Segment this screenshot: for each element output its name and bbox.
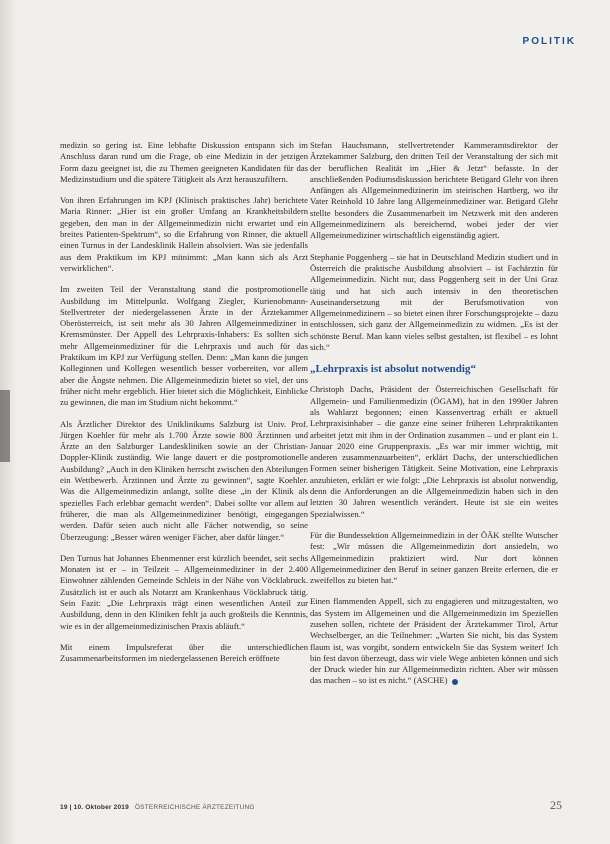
footer-issue-line xyxy=(60,804,255,811)
issue-date: 19 | 10. Oktober 2019 xyxy=(60,804,129,811)
paragraph: Mit einem Impulsreferat über die unterschiedlichen Zusammenarbeitsformen im niedergelassenen Bereich eröffnete xyxy=(60,641,308,664)
section-label: POLITIK xyxy=(522,36,576,47)
paragraph: Den Turnus hat Johannes Ebenmenner erst kürzlich beendet, seit sechs Monaten ist er – in Teilzeit – Allgemeinmediziner in der 2.400 Einwohner zählenden Gemeinde Schleis in der Nähe von Vöcklabruck. Zusätzlich ist er auch als Notarzt am Krankenhaus Vöcklabruck tätig. Sein Fazit: „Die Lehrpraxis trägt einen wesentlichen Anteil zur Ausbildung, denn in den Kliniken fehlt ja auch großteils die Kenntnis, wie es in der allgemeinmedizinischen Praxis abläuft.“ xyxy=(60,552,308,631)
adjacent-page-artifact xyxy=(0,390,10,462)
paragraph: Als Ärztlicher Direktor des Uniklinikums Salzburg ist Univ. Prof. Jürgen Koehler für mehr als 1.700 Ärzte sowie 800 Ärztinnen und Ärzte an den Salzburger Landeskliniken sowie an der Christian-Doppler-Klinik zuständig. Wie lange dauert er die postpromotionelle Ausbildung? „Auch in den Kliniken herrscht zwischen den Abteilungen ein Wettbewerb. Ärztinnen und Ärzte zu gewinnen“, sagte Koehler. Was die Allgemeinmedizin anlangt, sollte diese „in der Klinik als spezielles Fach erlebbar gemacht werden“. Dabei sollte vor allem auf früherer, die man als Allgemeinmediziner benötigt, eingegangen werden. Dafür seien auch nicht alle Fächer notwendig, so seine Überzeugung: „Besser wären weniger Fächer, aber dafür länger.“ xyxy=(60,418,308,542)
paragraph: Stefan Hauchsmann, stellvertretender Kammeramtsdirektor der Ärztekammer Salzburg, den dritten Teil der Veranstaltung der sich mit der beruflichen Realität im „Hier & Jetzt“ befasste. In der anschließenden Podiumsdiskussion berichtete Betigard Glehr von ihren Anfängen als Allgemeinmedizinerin im steirischen Hartberg, wo ihr Vater Reinhold 10 Jahre lang Allgemeinmediziner war. Betigard Glehr stellte besonders die Zusammenarbeit im Netzwerk mit den anderen Allgemeinmedizinern als bereichernd, wobei jeder der vier Allgemeinmediziner wirtschaftlich eigenständig agiert. xyxy=(310,140,558,241)
paragraph: Im zweiten Teil der Veranstaltung stand die postpromotionelle Ausbildung im Mittelpunkt. Wolfgang Ziegler, Kurienobmann-Stellvertreter der niedergelassenen Ärzte in der Ärztekammer Oberösterreich, ist seit mehr als 30 Jahren Allgemeinmediziner in Kremsmünster. Der Appell des Lehrpraxis-Inhabers: Es sollten sich mehr Allgemeinmediziner für die Lehrpraxis und auch für das Praktikum im KPJ zur Verfügung stellen. Denn: „Man kann die jungen Kolleginnen und Kollegen wesentlich besser vorbereiten, vor allem aber die Ängste nehmen. Die Allgemeinmedizin bietet so viel, der uns früher nicht mehr ergeblich. Hier bietet sich die Möglichkeit, Einblicke zu gewinnen, die man im Studium nicht bekommt.“ xyxy=(60,284,308,408)
paragraph: Von ihren Erfahrungen im KPJ (Klinisch praktisches Jahr) berichtete Maria Rinner: „Hier ist ein großer Umfang an Krankheitsbildern gegeben, den man in der Allgemeinmedizin nicht erwartet und ein breites Patienten-Spektrum“, so die Erfahrung von Rinner, die aktuell einen Turnus in der Landesklinik Hallein absolviert. Was sie jedenfalls aus dem Praktikum im KPJ mitnimmt: „Man kann sich als Arzt verwirklichen“. xyxy=(60,195,308,273)
paragraph xyxy=(310,596,558,686)
right-column xyxy=(310,140,558,697)
publication-name: ÖSTERREICHISCHE ÄRZTEZEITUNG xyxy=(134,804,255,811)
paragraph: Christoph Dachs, Präsident der Österreichischen Gesellschaft für Allgemein- und Familienmedizin (ÖGAM), hat in den 1990er Jahren als Wahlarzt begonnen; einen Kassenvertrag erhält er aktuell Lehrpraxisinhaber – die ganze eine seiner früheren Lehrpraktikanten arbeitet jetzt mit ihm in der Ordination zusammen – und er plant ein 1. Januar 2020 eine Gruppenpraxis. „Es war mir immer wichtig, mit anderen zusammenzuarbeiten“, erklärt Dachs, der unterschiedlichen Formen seiner bisherigen Tätigkeit. Seine Motivation, eine Lehrpraxis anzubieten, erklärt er wie folgt: „Die Lehrpraxis ist absolut notwendig, denn die Anforderungen an die Allgemeinmedizin haben sich in den letzten 30 Jahren wesentlich verändert. Heute ist sie ein weites Spezialwissen.“ xyxy=(310,384,558,519)
paragraph: Stephanie Poggenberg – sie hat in Deutschland Medizin studiert und in Österreich die praktische Ausbildung absolviert – ist Fachärztin für Allgemeinmedizin. Nicht nur, dass Poggenberg seit in der Uni Graz tätig und hat sich auch intensiv in den theoretischen Auseinandersetzung mit der Berufsmotivation von Allgemeinmedizinern – so bietet einen ihrer Forschungsprojekte – dazu entschlossen, sich ganz der Allgemeinmedizin zu widmen. „Es ist der schönste Beruf. Man kann vieles selbst gestalten, ist flexibel – es lohnt sich.“ xyxy=(310,251,558,353)
article-end-icon xyxy=(452,679,458,685)
paragraph: Für die Bundessektion Allgemeinmedizin in der ÖÄK stellte Wutscher fest: „Wir müssen die Allgemeinmedizin dort ansiedeln, wo Allgemeinmedizin praktiziert wird. Nur dort können Allgemeinmediziner den Beruf in seiner ganzen Breite erlernen, die er zweifellos zu bieten hat.“ xyxy=(310,529,558,586)
page-number: 25 xyxy=(550,798,562,812)
left-column xyxy=(60,140,308,674)
subheading: „Lehrpraxis ist absolut notwendig“ xyxy=(310,363,476,376)
paragraph: medizin so gering ist. Eine lebhafte Diskussion entspann sich im Anschluss daran rund um die Frage, ob eine Medizin in der jetzigen Form dazu geeignet ist, die zu Themen geeigneten Kandidaten für das Medizinstudium und die spätere Tätigkeit als Arzt herauszufiltern. xyxy=(60,140,308,184)
paragraph-text: Einen flammenden Appell, sich zu engagieren und mitzugestalten, wo das System im Allgemeinen und die Allgemeinmedizin im Speziellen zusehen sollen, richtete der Präsident der Ärztekammer Tirol, Artur Wechselberger, an die Teilnehmer: „Warten Sie nicht, bis das System flaum ist, was vorgibt, sondern entwickeln Sie das System weiter! Ich bin fest davon überzeugt, dass wir viele Wege anbieten können und sich der Druck wieder hin zur Allgemeinmedizin richten. Aber wir müssen das machen – so ist es nicht.“ (ASCHE) xyxy=(310,596,558,686)
